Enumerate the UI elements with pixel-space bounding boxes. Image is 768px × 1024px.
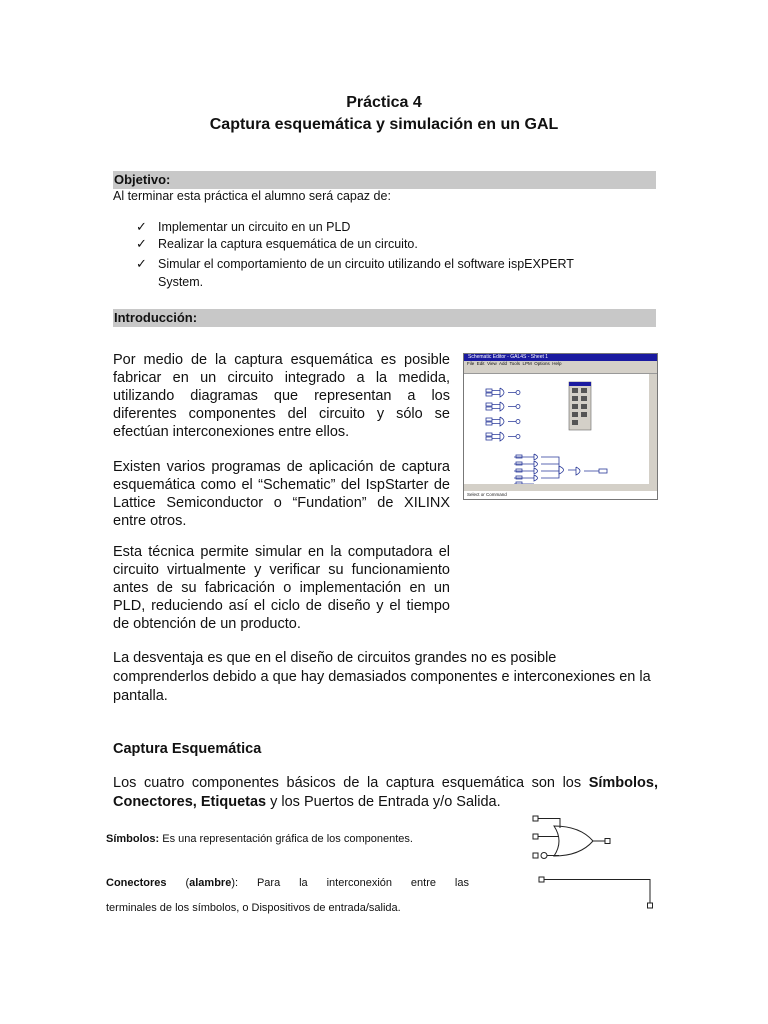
connectors-def: ): Para la interconexión entre las [231, 877, 469, 889]
connectors-definition [106, 877, 469, 889]
menu-edit: Edit [476, 361, 485, 366]
connectors-definition-cont: terminales de los símbolos, o Dispositivos de entrada/salida. [106, 902, 401, 914]
objective-heading-bar [113, 171, 656, 189]
schematic-screenshot [463, 353, 658, 500]
list-item [136, 219, 656, 237]
term-conectores-etiquetas: Conectores, Etiquetas [113, 794, 267, 810]
introduction-heading: Introducción: [114, 310, 198, 325]
checkmark-icon: ✓ [136, 219, 147, 234]
connectors-paren: ( [166, 877, 190, 889]
window-title: Schematic Editor - GAL4S - Sheet 1 [468, 354, 549, 360]
symbols-term: Símbolos: [106, 833, 160, 845]
capture-paragraph [113, 774, 658, 812]
list-item [136, 236, 656, 254]
intro-paragraph-2: Existen varios programas de aplicación de captura esquemática como el “Schematic” del IspStarter de Lattice Semiconductor o “Fundation” de XILINX entre otros. [113, 459, 450, 529]
wire-term: alambre [189, 877, 232, 889]
checkmark-icon: ✓ [136, 256, 147, 271]
list-item [136, 256, 656, 292]
menu-add: Add [499, 361, 508, 366]
list-item-text: Simular el comportamiento de un circuito utilizando el software ispEXPERT [158, 257, 574, 271]
list-item-text: Realizar la captura esquemática de un circuito. [158, 237, 418, 251]
connectors-term: Conectores [106, 877, 167, 889]
capture-text: Los cuatro componentes básicos de la captura esquemática son los [113, 775, 589, 791]
capture-heading: Captura Esquemática [113, 741, 262, 757]
menu-lpm: LPM [522, 361, 532, 366]
objective-intro: Al terminar esta práctica el alumno será capaz de: [113, 189, 391, 203]
or-gate-symbol [530, 812, 620, 864]
symbols-def: Es una representación gráfica de los componentes. [159, 833, 413, 845]
page-title: Práctica 4 [346, 94, 422, 111]
introduction-heading-bar [113, 309, 656, 327]
capture-text-end: y los Puertos de Entrada y/o Salida. [266, 794, 501, 810]
menu-view: View [487, 361, 497, 366]
intro-paragraph-4: La desventaja es que en el diseño de circuitos grandes no es posible comprenderlos debido a que hay demasiados componentes e interconexiones en la pantalla. [113, 650, 651, 704]
objective-heading: Objetivo: [114, 172, 171, 187]
menu-file: File [467, 361, 475, 366]
status-bar: Select or Command [467, 492, 507, 497]
list-item-text: Implementar un circuito en un PLD [158, 220, 351, 234]
wire-connector-symbol [536, 874, 656, 914]
schematic-canvas [464, 374, 657, 491]
menu-options: Options [534, 361, 550, 366]
intro-paragraph-3: Esta técnica permite simular en la computadora el circuito virtualmente y verificar su funcionamiento antes de su fabricación o implementación en un PLD, reduciendo así el ciclo de diseño y el tiempo de obtención de un producto. [113, 544, 450, 632]
list-item-text-cont: System. [158, 275, 204, 289]
checkmark-icon: ✓ [136, 236, 147, 251]
symbols-definition [106, 833, 413, 845]
menu-help: Help [552, 361, 562, 366]
page-subtitle: Captura esquemática y simulación en un GAL [209, 116, 559, 133]
menu-tools: Tools [509, 361, 520, 366]
toolbar [464, 367, 657, 374]
intro-paragraph-1: Por medio de la captura esquemática es posible fabricar en un circuito integrado a la medida, utilizando diagramas que representan a los diferentes componentes del circuito y sólo se efectúan interconexiones entre ellos. [113, 352, 450, 440]
term-simbolos: Símbolos, [588, 775, 658, 791]
window-titlebar [464, 354, 657, 361]
